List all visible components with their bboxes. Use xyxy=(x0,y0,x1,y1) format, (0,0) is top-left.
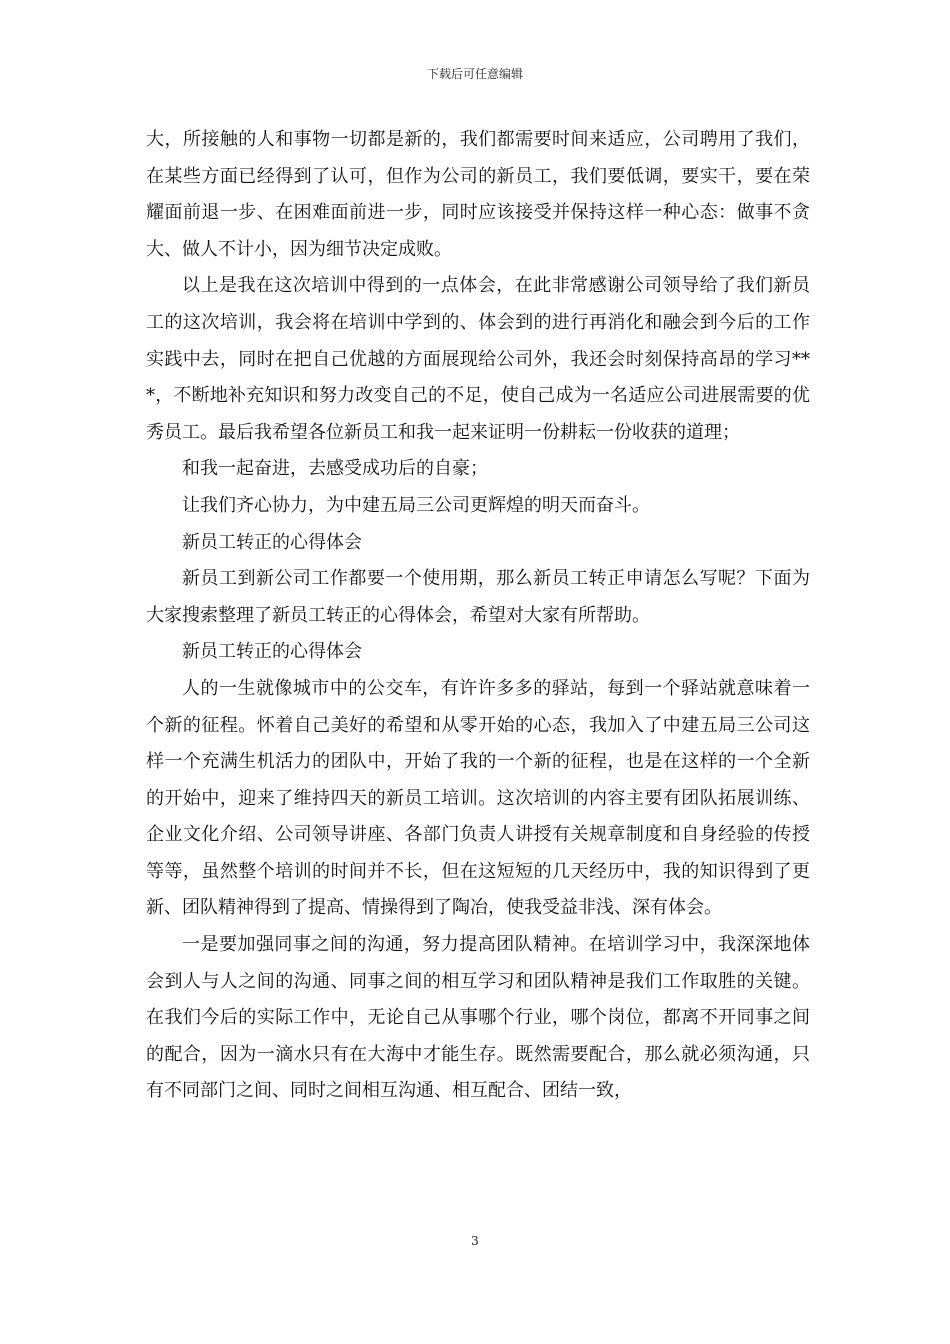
paragraph: 和我一起奋进，去感受成功后的自豪； xyxy=(182,458,488,480)
paragraph: 新员工到新公司工作都要一个使用期，那么新员工转正申请怎么写呢？下面为大家搜索整理了新员工转正的心得体会，希望对大家有所帮助。 xyxy=(146,568,810,626)
paragraph: 一是要加强同事之间的沟通，努力提高团队精神。在培训学习中，我深深地体会到人与人之间的沟通、同事之间的相互学习和团队精神是我们工作取胜的关键。在我们今后的实际工作中，无论自己从事哪个行业，哪个岗位，都离不开同事之间的配合，因为一滴水只有在大海中才能生存。既然需要配合，那么就必须沟通，只有不同部门之间、同时之间相互沟通、相互配合、团结一致， xyxy=(146,934,810,1102)
page-number: 3 xyxy=(471,1234,479,1248)
document-body xyxy=(146,122,810,1110)
section-heading: 新员工转正的心得体会 xyxy=(182,531,362,553)
page-header: 下载后可任意编辑 xyxy=(426,67,523,81)
section-heading: 新员工转正的心得体会 xyxy=(182,641,362,663)
paragraph-continued: 大，所接触的人和事物一切都是新的，我们都需要时间来适应，公司聘用了我们，在某些方面已经得到了认可，但作为公司的新员工，我们要低调，要实干，要在荣耀面前退一步、在困难面前进一步，同时应该接受并保持这样一种心态：做事不贪大、做人不计小，因为细节决定成败。 xyxy=(146,129,810,260)
paragraph: 让我们齐心协力，为中建五局三公司更辉煌的明天而奋斗。 xyxy=(182,494,650,516)
paragraph: 人的一生就像城市中的公交车，有许许多多的驿站，每到一个驿站就意味着一个新的征程。怀着自己美好的希望和从零开始的心态，我加入了中建五局三公司这样一个充满生机活力的团队中，开始了我的一个新的征程，也是在这样的一个全新的开始中，迎来了维持四天的新员工培训。这次培训的内容主要有团队拓展训练、企业文化介绍、公司领导讲座、各部门负责人讲授有关规章制度和自身经验的传授等等，虽然整个培训的时间并不长，但在这短短的几天经历中，我的知识得到了更新、团队精神得到了提高、情操得到了陶冶，使我受益非浅、深有体会。 xyxy=(146,677,810,919)
paragraph: 以上是我在这次培训中得到的一点体会，在此非常感谢公司领导给了我们新员工的这次培训，我会将在培训中学到的、体会到的进行再消化和融会到今后的工作实践中去，同时在把自己优越的方面展现给公司外，我还会时刻保持高昂的学习***，不断地补充知识和努力改变自己的不足，使自己成为一名适应公司进展需要的优秀员工。最后我希望各位新员工和我一起来证明一份耕耘一份收获的道理； xyxy=(146,275,810,443)
